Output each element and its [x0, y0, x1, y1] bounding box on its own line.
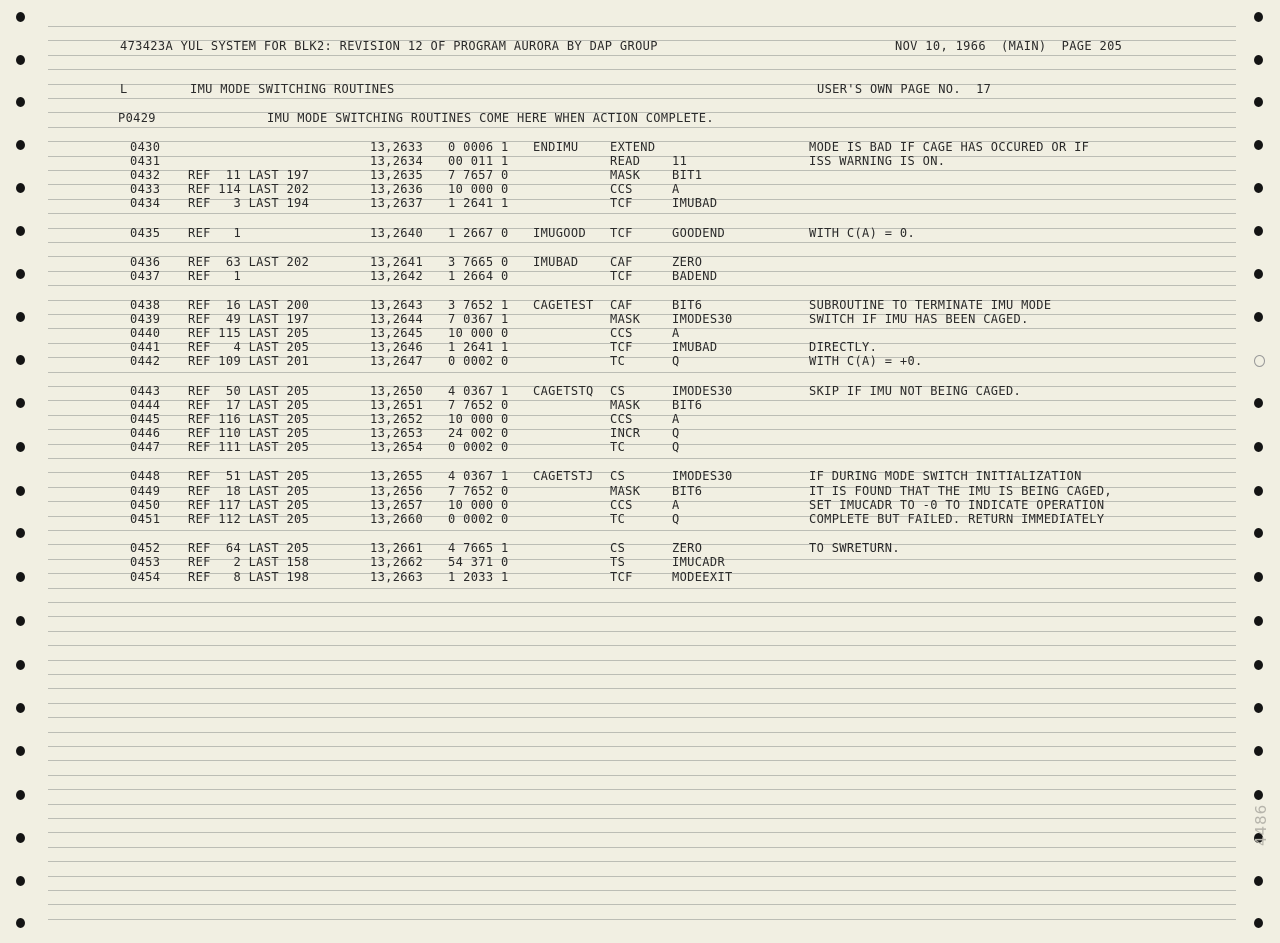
line-number: 0447	[130, 440, 161, 454]
tractor-hole	[1254, 183, 1263, 193]
ref-info: REF 111 LAST 205	[188, 440, 310, 454]
address: 13,2652	[370, 412, 424, 426]
ruled-line	[48, 890, 1236, 891]
operand: IMODES30	[672, 469, 733, 483]
label: IMUBAD	[533, 255, 579, 269]
address: 13,2661	[370, 541, 424, 555]
tractor-hole	[16, 746, 25, 756]
section-marker: L	[120, 82, 128, 96]
opcode: MASK	[610, 312, 641, 326]
operand: ZERO	[672, 541, 703, 555]
line-number: 0439	[130, 312, 161, 326]
ref-info: REF 114 LAST 202	[188, 182, 310, 196]
opcode: CS	[610, 469, 626, 483]
comment: TO SWRETURN.	[809, 541, 900, 555]
operand: Q	[672, 426, 680, 440]
ref-info: REF 51 LAST 205	[188, 469, 310, 483]
tractor-hole	[16, 140, 25, 150]
address: 13,2657	[370, 498, 424, 512]
octal-code: 10 000 0	[448, 182, 509, 196]
label: CAGETSTQ	[533, 384, 594, 398]
line-number: 0440	[130, 326, 161, 340]
operand: MODEEXIT	[672, 570, 733, 584]
tractor-hole	[16, 226, 25, 236]
line-number: 0448	[130, 469, 161, 483]
tractor-hole	[1254, 140, 1263, 150]
line-number: 0442	[130, 354, 161, 368]
opcode: TCF	[610, 570, 633, 584]
ref-info: REF 115 LAST 205	[188, 326, 310, 340]
ruled-line	[48, 688, 1236, 689]
octal-code: 7 7652 0	[448, 398, 509, 412]
tractor-hole	[1254, 226, 1263, 236]
intro-line-number: P0429	[118, 111, 156, 125]
ref-info: REF 112 LAST 205	[188, 512, 310, 526]
label: ENDIMU	[533, 140, 579, 154]
line-number: 0433	[130, 182, 161, 196]
comment: SKIP IF IMU NOT BEING CAGED.	[809, 384, 1022, 398]
line-number: 0430	[130, 140, 161, 154]
ruled-line	[48, 804, 1236, 805]
section-title: IMU MODE SWITCHING ROUTINES	[190, 82, 395, 96]
opcode: CCS	[610, 498, 633, 512]
tractor-hole	[16, 528, 25, 538]
ruled-line	[48, 660, 1236, 661]
tractor-hole	[1254, 442, 1263, 452]
tractor-hole	[1254, 876, 1263, 886]
operand: A	[672, 412, 680, 426]
tractor-hole	[1254, 97, 1263, 107]
operand: A	[672, 182, 680, 196]
ruled-line	[48, 717, 1236, 718]
line-number: 0435	[130, 226, 161, 240]
ref-info: REF 3 LAST 194	[188, 196, 310, 210]
users-page-number: USER'S OWN PAGE NO. 17	[817, 82, 992, 96]
tractor-hole	[1254, 528, 1263, 538]
ruled-line	[48, 69, 1236, 70]
tractor-hole	[16, 572, 25, 582]
line-number: 0445	[130, 412, 161, 426]
ruled-line	[48, 26, 1236, 27]
tractor-hole	[16, 703, 25, 713]
opcode: MASK	[610, 168, 641, 182]
tractor-hole	[1254, 55, 1263, 65]
ref-info: REF 11 LAST 197	[188, 168, 310, 182]
opcode: CS	[610, 384, 626, 398]
ruled-line	[48, 213, 1236, 214]
ref-info: REF 1	[188, 269, 242, 283]
comment: ISS WARNING IS ON.	[809, 154, 946, 168]
ref-info: REF 17 LAST 205	[188, 398, 310, 412]
ref-info: REF 2 LAST 158	[188, 555, 310, 569]
line-number: 0438	[130, 298, 161, 312]
address: 13,2636	[370, 182, 424, 196]
comment: WITH C(A) = +0.	[809, 354, 923, 368]
ruled-line	[48, 98, 1236, 99]
ruled-line	[48, 127, 1236, 128]
line-number: 0453	[130, 555, 161, 569]
ruled-line	[48, 645, 1236, 646]
comment: DIRECTLY.	[809, 340, 878, 354]
operand: Q	[672, 512, 680, 526]
ruled-line	[48, 832, 1236, 833]
operand: BIT6	[672, 298, 703, 312]
tractor-hole	[1254, 918, 1263, 928]
octal-code: 7 7652 0	[448, 484, 509, 498]
line-number: 0450	[130, 498, 161, 512]
octal-code: 1 2667 0	[448, 226, 509, 240]
ruled-line	[48, 847, 1236, 848]
tractor-hole	[16, 876, 25, 886]
address: 13,2656	[370, 484, 424, 498]
address: 13,2644	[370, 312, 424, 326]
tractor-hole	[16, 312, 25, 322]
ruled-line	[48, 861, 1236, 862]
operand: IMUCADR	[672, 555, 726, 569]
ref-info: REF 49 LAST 197	[188, 312, 310, 326]
octal-code: 7 7657 0	[448, 168, 509, 182]
ruled-line	[48, 588, 1236, 589]
octal-code: 3 7665 0	[448, 255, 509, 269]
comment: MODE IS BAD IF CAGE HAS OCCURED OR IF	[809, 140, 1090, 154]
operand: A	[672, 326, 680, 340]
tractor-hole	[16, 616, 25, 626]
tractor-hole	[1254, 572, 1263, 582]
ruled-line	[48, 285, 1236, 286]
octal-code: 1 2664 0	[448, 269, 509, 283]
ref-info: REF 117 LAST 205	[188, 498, 310, 512]
ruled-line	[48, 789, 1236, 790]
tractor-hole	[16, 269, 25, 279]
ref-info: REF 63 LAST 202	[188, 255, 310, 269]
opcode: TC	[610, 512, 626, 526]
octal-code: 7 0367 1	[448, 312, 509, 326]
octal-code: 1 2033 1	[448, 570, 509, 584]
label: CAGETEST	[533, 298, 594, 312]
octal-code: 10 000 0	[448, 498, 509, 512]
ruled-line	[48, 530, 1236, 531]
ruled-line	[48, 55, 1236, 56]
opcode: TCF	[610, 196, 633, 210]
opcode: CAF	[610, 255, 633, 269]
ruled-line	[48, 703, 1236, 704]
line-number: 0452	[130, 541, 161, 555]
line-number: 0436	[130, 255, 161, 269]
tractor-hole	[16, 442, 25, 452]
octal-code: 10 000 0	[448, 326, 509, 340]
line-number: 0443	[130, 384, 161, 398]
tractor-hole	[16, 55, 25, 65]
line-number: 0444	[130, 398, 161, 412]
address: 13,2634	[370, 154, 424, 168]
octal-code: 0 0006 1	[448, 140, 509, 154]
line-number: 0451	[130, 512, 161, 526]
page-stamp: 4486	[1252, 803, 1270, 846]
tractor-hole	[1254, 790, 1263, 800]
header-date-page: NOV 10, 1966 (MAIN) PAGE 205	[895, 39, 1123, 53]
address: 13,2637	[370, 196, 424, 210]
octal-code: 1 2641 1	[448, 196, 509, 210]
opcode: TS	[610, 555, 626, 569]
ruled-line	[48, 458, 1236, 459]
ruled-line	[48, 156, 1236, 157]
operand: Q	[672, 354, 680, 368]
operand: GOODEND	[672, 226, 726, 240]
opcode: TCF	[610, 269, 633, 283]
tractor-hole	[1254, 660, 1263, 670]
address: 13,2662	[370, 555, 424, 569]
octal-code: 10 000 0	[448, 412, 509, 426]
tractor-hole	[16, 97, 25, 107]
line-number: 0437	[130, 269, 161, 283]
address: 13,2645	[370, 326, 424, 340]
ref-info: REF 110 LAST 205	[188, 426, 310, 440]
operand: ZERO	[672, 255, 703, 269]
operand: 11	[672, 154, 688, 168]
address: 13,2654	[370, 440, 424, 454]
opcode: EXTEND	[610, 140, 656, 154]
address: 13,2650	[370, 384, 424, 398]
operand: BIT6	[672, 398, 703, 412]
tractor-hole	[1254, 486, 1263, 496]
operand: BADEND	[672, 269, 718, 283]
operand: Q	[672, 440, 680, 454]
address: 13,2655	[370, 469, 424, 483]
tractor-hole	[1254, 616, 1263, 626]
line-number: 0431	[130, 154, 161, 168]
opcode: CCS	[610, 182, 633, 196]
tractor-hole	[16, 486, 25, 496]
tractor-hole	[1254, 398, 1263, 408]
opcode: CCS	[610, 412, 633, 426]
tractor-hole	[1254, 12, 1263, 22]
intro-comment: IMU MODE SWITCHING ROUTINES COME HERE WHEN ACTION COMPLETE.	[267, 111, 714, 125]
ref-info: REF 116 LAST 205	[188, 412, 310, 426]
tractor-hole	[16, 660, 25, 670]
octal-code: 3 7652 1	[448, 298, 509, 312]
ref-info: REF 16 LAST 200	[188, 298, 310, 312]
octal-code: 0 0002 0	[448, 440, 509, 454]
opcode: MASK	[610, 484, 641, 498]
address: 13,2663	[370, 570, 424, 584]
opcode: TCF	[610, 340, 633, 354]
ruled-line	[48, 919, 1236, 920]
label: CAGETSTJ	[533, 469, 594, 483]
octal-code: 0 0002 0	[448, 354, 509, 368]
ruled-line	[48, 674, 1236, 675]
ruled-line	[48, 818, 1236, 819]
octal-code: 4 0367 1	[448, 469, 509, 483]
line-number: 0449	[130, 484, 161, 498]
address: 13,2653	[370, 426, 424, 440]
address: 13,2647	[370, 354, 424, 368]
opcode: TC	[610, 354, 626, 368]
tractor-hole	[16, 183, 25, 193]
comment: IT IS FOUND THAT THE IMU IS BEING CAGED,	[809, 484, 1112, 498]
comment: COMPLETE BUT FAILED. RETURN IMMEDIATELY	[809, 512, 1105, 526]
octal-code: 4 7665 1	[448, 541, 509, 555]
tractor-hole	[1254, 703, 1263, 713]
opcode: READ	[610, 154, 641, 168]
tractor-hole	[16, 355, 25, 365]
ref-info: REF 109 LAST 201	[188, 354, 310, 368]
address: 13,2633	[370, 140, 424, 154]
octal-code: 00 011 1	[448, 154, 509, 168]
ruled-line	[48, 602, 1236, 603]
comment: SET IMUCADR TO -0 TO INDICATE OPERATION	[809, 498, 1105, 512]
ruled-line	[48, 760, 1236, 761]
ruled-line	[48, 775, 1236, 776]
opcode: CAF	[610, 298, 633, 312]
ruled-line	[48, 631, 1236, 632]
ref-info: REF 8 LAST 198	[188, 570, 310, 584]
ruled-line	[48, 372, 1236, 373]
address: 13,2640	[370, 226, 424, 240]
operand: IMUBAD	[672, 196, 718, 210]
ref-info: REF 4 LAST 205	[188, 340, 310, 354]
octal-code: 1 2641 1	[448, 340, 509, 354]
operand: IMODES30	[672, 384, 733, 398]
comment: IF DURING MODE SWITCH INITIALIZATION	[809, 469, 1082, 483]
ref-info: REF 1	[188, 226, 242, 240]
octal-code: 4 0367 1	[448, 384, 509, 398]
ruled-line	[48, 242, 1236, 243]
octal-code: 54 371 0	[448, 555, 509, 569]
header-title: 473423A YUL SYSTEM FOR BLK2: REVISION 12 OF PROGRAM AURORA BY DAP GROUP	[120, 39, 658, 53]
address: 13,2646	[370, 340, 424, 354]
ruled-line	[48, 746, 1236, 747]
ruled-line	[48, 904, 1236, 905]
opcode: TC	[610, 440, 626, 454]
tractor-hole	[16, 12, 25, 22]
opcode: MASK	[610, 398, 641, 412]
tractor-hole	[16, 833, 25, 843]
comment: SUBROUTINE TO TERMINATE IMU MODE	[809, 298, 1052, 312]
tractor-hole	[16, 790, 25, 800]
label: IMUGOOD	[533, 226, 587, 240]
tractor-hole	[1254, 312, 1263, 322]
line-number: 0441	[130, 340, 161, 354]
tractor-hole	[1254, 355, 1265, 367]
tractor-hole	[1254, 746, 1263, 756]
address: 13,2651	[370, 398, 424, 412]
operand: BIT1	[672, 168, 703, 182]
tractor-hole	[1254, 269, 1263, 279]
ref-info: REF 50 LAST 205	[188, 384, 310, 398]
ruled-line	[48, 876, 1236, 877]
line-number: 0454	[130, 570, 161, 584]
operand: IMUBAD	[672, 340, 718, 354]
opcode: CCS	[610, 326, 633, 340]
ruled-line	[48, 732, 1236, 733]
opcode: TCF	[610, 226, 633, 240]
opcode: INCR	[610, 426, 641, 440]
ref-info: REF 18 LAST 205	[188, 484, 310, 498]
comment: WITH C(A) = 0.	[809, 226, 916, 240]
line-number: 0432	[130, 168, 161, 182]
opcode: CS	[610, 541, 626, 555]
line-number: 0434	[130, 196, 161, 210]
tractor-hole	[16, 398, 25, 408]
address: 13,2642	[370, 269, 424, 283]
comment: SWITCH IF IMU HAS BEEN CAGED.	[809, 312, 1029, 326]
octal-code: 24 002 0	[448, 426, 509, 440]
address: 13,2641	[370, 255, 424, 269]
ruled-line	[48, 616, 1236, 617]
operand: IMODES30	[672, 312, 733, 326]
operand: BIT6	[672, 484, 703, 498]
ref-info: REF 64 LAST 205	[188, 541, 310, 555]
tractor-hole	[16, 918, 25, 928]
line-number: 0446	[130, 426, 161, 440]
address: 13,2643	[370, 298, 424, 312]
address: 13,2635	[370, 168, 424, 182]
octal-code: 0 0002 0	[448, 512, 509, 526]
operand: A	[672, 498, 680, 512]
address: 13,2660	[370, 512, 424, 526]
